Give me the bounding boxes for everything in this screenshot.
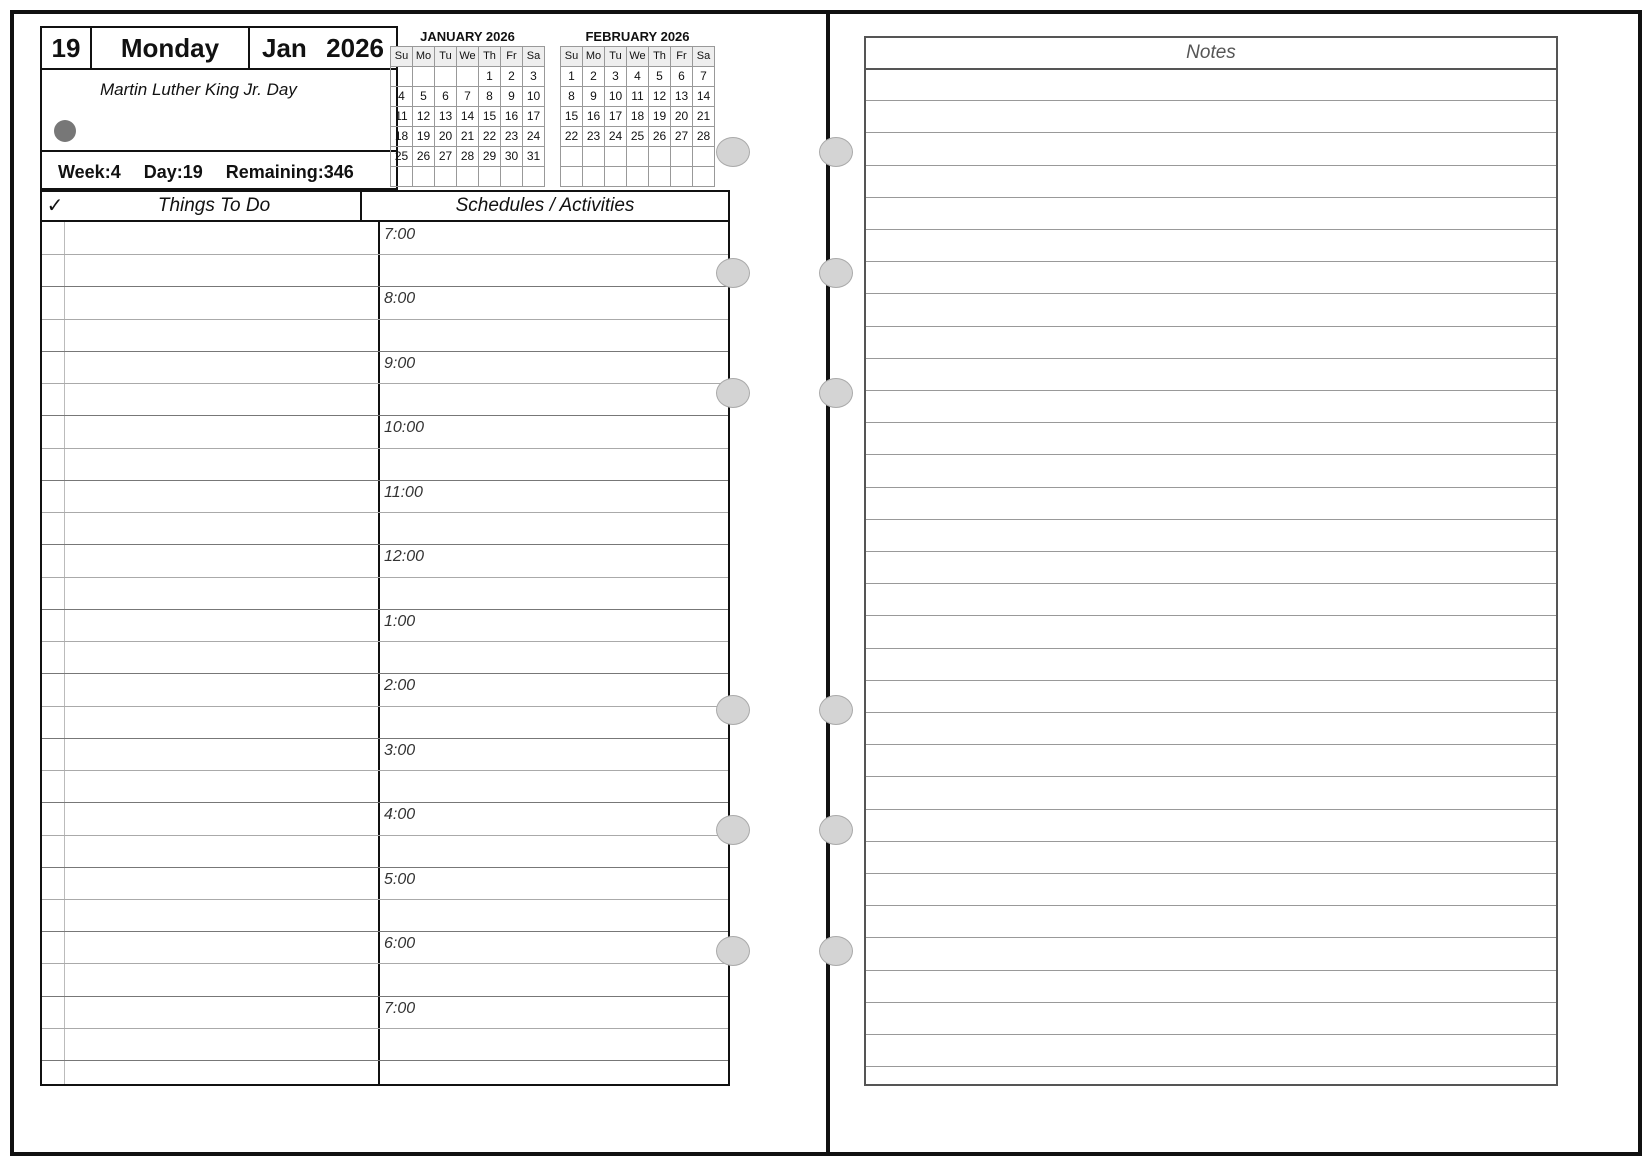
mini-calendar-date: 27 <box>671 127 693 147</box>
notes-rule-line <box>866 326 1556 327</box>
time-slot-label: 12:00 <box>384 548 425 566</box>
mini-calendar-date <box>649 167 671 187</box>
mini-calendar-date <box>561 167 583 187</box>
mini-calendar-date: 8 <box>479 87 501 107</box>
notes-rule-line <box>866 100 1556 101</box>
mini-calendar-date <box>479 167 501 187</box>
notes-rule-line <box>866 358 1556 359</box>
todo-column-header: Things To Do <box>68 192 362 220</box>
table-row-line <box>42 931 728 932</box>
notes-rule-line <box>866 454 1556 455</box>
notes-rule-line <box>866 390 1556 391</box>
binder-hole-icon <box>716 137 750 167</box>
table-row-line <box>42 706 728 707</box>
mini-calendar-date <box>583 167 605 187</box>
time-slot-label: 10:00 <box>384 419 425 437</box>
notes-rule-line <box>866 873 1556 874</box>
binder-hole-icon <box>819 258 853 288</box>
table-row-line <box>42 254 728 255</box>
mini-calendar-day-header: Mo <box>583 47 605 67</box>
mini-calendar-date: 26 <box>413 147 435 167</box>
mini-calendar-date: 7 <box>457 87 479 107</box>
mini-calendar-day-header: Tu <box>605 47 627 67</box>
table-row-line <box>42 835 728 836</box>
mini-calendar-date: 30 <box>501 147 523 167</box>
mini-calendar-date: 10 <box>523 87 545 107</box>
mini-calendar-date <box>457 67 479 87</box>
mini-calendar-date: 1 <box>479 67 501 87</box>
time-slot-label: 2:00 <box>384 677 416 695</box>
notes-rule-line <box>866 1066 1556 1067</box>
mini-calendar-date: 14 <box>457 107 479 127</box>
remaining-stat: Remaining:346 <box>225 162 354 182</box>
check-column-header: ✓ <box>46 195 64 217</box>
notes-rule-line <box>866 680 1556 681</box>
binder-hole-icon <box>716 695 750 725</box>
mini-calendar-date: 23 <box>583 127 605 147</box>
mini-calendar-day-header: Sa <box>523 47 545 67</box>
mini-calendar-date <box>627 147 649 167</box>
table-row-line <box>42 802 728 803</box>
mini-calendar-date: 14 <box>693 87 715 107</box>
time-slot-label: 4:00 <box>384 806 416 824</box>
mini-calendar-date <box>671 167 693 187</box>
table-row-line <box>42 609 728 610</box>
mini-calendar-january <box>390 28 545 187</box>
mini-calendar-date <box>605 147 627 167</box>
mini-calendar-date: 20 <box>671 107 693 127</box>
notes-rule-line <box>866 937 1556 938</box>
month-year <box>250 28 396 68</box>
mini-calendar-date: 24 <box>523 127 545 147</box>
mini-calendar-title: FEBRUARY 2026 <box>585 29 690 44</box>
time-slot-label: 7:00 <box>384 999 416 1017</box>
year-label: 2026 <box>326 32 384 63</box>
mini-calendar-date: 22 <box>561 127 583 147</box>
mini-calendar-date: 13 <box>671 87 693 107</box>
mini-calendar-date: 12 <box>413 107 435 127</box>
table-row-line <box>42 512 728 513</box>
mini-calendar-date: 3 <box>523 67 545 87</box>
weekday-name: Monday <box>92 28 250 68</box>
mini-calendar-date <box>693 147 715 167</box>
notes-rule-line <box>866 905 1556 906</box>
mini-calendar-day-header: Fr <box>671 47 693 67</box>
stats-divider <box>42 150 396 152</box>
mini-calendar-date <box>583 147 605 167</box>
mini-calendar-day-header: Fr <box>501 47 523 67</box>
bullet-dot-icon <box>54 120 76 142</box>
mini-calendar-day-header: We <box>457 47 479 67</box>
mini-calendar-date: 4 <box>391 87 413 107</box>
binder-hole-icon <box>819 815 853 845</box>
table-row-line <box>42 641 728 642</box>
mini-calendar-date: 9 <box>501 87 523 107</box>
notes-rule-line <box>866 165 1556 166</box>
mini-calendar-date: 3 <box>605 67 627 87</box>
mini-calendar-date: 15 <box>479 107 501 127</box>
notes-rule-line <box>866 841 1556 842</box>
notes-rule-line <box>866 712 1556 713</box>
mini-calendar-date: 17 <box>605 107 627 127</box>
mini-calendar-day-header: Su <box>561 47 583 67</box>
mini-calendar-date: 2 <box>583 67 605 87</box>
mini-calendar-date: 27 <box>435 147 457 167</box>
mini-calendar-date <box>561 147 583 167</box>
notes-rule-line <box>866 132 1556 133</box>
mini-calendar-date: 6 <box>671 67 693 87</box>
mini-calendar-date <box>391 167 413 187</box>
notes-rule-line <box>866 422 1556 423</box>
mini-calendar-day-header: Sa <box>693 47 715 67</box>
notes-rule-line <box>866 197 1556 198</box>
binder-hole-icon <box>819 378 853 408</box>
mini-calendar-date: 21 <box>693 107 715 127</box>
mini-calendar-date: 25 <box>391 147 413 167</box>
mini-calendar-date: 17 <box>523 107 545 127</box>
table-row-line <box>42 1028 728 1029</box>
table-row-line <box>42 770 728 771</box>
date-header <box>40 26 398 190</box>
time-slot-label: 8:00 <box>384 290 416 308</box>
mini-calendar-day-header: Mo <box>413 47 435 67</box>
table-header <box>40 190 730 222</box>
notes-rule-line <box>866 776 1556 777</box>
mini-calendar-date <box>605 167 627 187</box>
table-row-line <box>42 544 728 545</box>
mini-calendar-date: 26 <box>649 127 671 147</box>
mini-calendar-date <box>649 147 671 167</box>
notes-rule-line <box>866 519 1556 520</box>
notes-panel <box>864 36 1558 1086</box>
notes-rule-line <box>866 744 1556 745</box>
mini-calendar-day-header: Th <box>649 47 671 67</box>
holiday-label: Martin Luther King Jr. Day <box>100 80 297 99</box>
table-row-line <box>42 286 728 287</box>
notes-rule-line <box>866 615 1556 616</box>
mini-calendar-day-header: Tu <box>435 47 457 67</box>
notes-rule-line <box>866 970 1556 971</box>
mini-calendar-grid <box>560 46 715 187</box>
notes-title: Notes <box>866 38 1556 70</box>
mini-calendar-date: 28 <box>693 127 715 147</box>
mini-calendar-date: 24 <box>605 127 627 147</box>
mini-calendar-day-header: Su <box>391 47 413 67</box>
notes-rule-line <box>866 648 1556 649</box>
table-row-line <box>42 738 728 739</box>
mini-calendar-date <box>413 67 435 87</box>
mini-calendar-date: 19 <box>413 127 435 147</box>
mini-calendar-date <box>413 167 435 187</box>
mini-calendar-date <box>391 67 413 87</box>
notes-rule-line <box>866 551 1556 552</box>
mini-calendar-date <box>627 167 649 187</box>
schedule-column-header: Schedules / Activities <box>455 195 635 216</box>
notes-rule-line <box>866 487 1556 488</box>
mini-calendar-date: 25 <box>627 127 649 147</box>
time-slot-label: 3:00 <box>384 741 416 759</box>
table-row-line <box>42 480 728 481</box>
mini-calendar-date <box>457 167 479 187</box>
month-label: Jan <box>262 32 307 63</box>
time-slot-label: 5:00 <box>384 870 416 888</box>
mini-calendar-date: 15 <box>561 107 583 127</box>
notes-rule-line <box>866 809 1556 810</box>
table-row-line <box>42 383 728 384</box>
day-stat: Day:19 <box>143 162 203 182</box>
binder-hole-icon <box>819 137 853 167</box>
mini-calendar-date <box>523 167 545 187</box>
mini-calendar-day-header: Th <box>479 47 501 67</box>
mini-calendar-date: 19 <box>649 107 671 127</box>
binder-hole-icon <box>819 695 853 725</box>
mini-calendar-date: 28 <box>457 147 479 167</box>
mini-calendar-date: 12 <box>649 87 671 107</box>
week-stat: Week:4 <box>58 162 121 182</box>
table-row-line <box>42 351 728 352</box>
notes-rule-line <box>866 261 1556 262</box>
mini-calendar-date: 16 <box>501 107 523 127</box>
notes-rule-line <box>866 583 1556 584</box>
time-slot-label: 11:00 <box>384 483 423 501</box>
mini-calendar-date: 11 <box>391 107 413 127</box>
mini-calendar-date: 22 <box>479 127 501 147</box>
mini-calendar-grid <box>390 46 545 187</box>
mini-calendar-date: 16 <box>583 107 605 127</box>
mini-calendar-date: 8 <box>561 87 583 107</box>
notes-rule-line <box>866 229 1556 230</box>
mini-calendar-date: 21 <box>457 127 479 147</box>
time-slot-label: 9:00 <box>384 354 416 372</box>
mini-calendar-date <box>435 67 457 87</box>
mini-calendar-february <box>560 28 715 187</box>
time-slot-label: 7:00 <box>384 226 416 243</box>
day-number: 19 <box>42 28 92 68</box>
notes-rule-line <box>866 293 1556 294</box>
mini-calendar-date: 11 <box>627 87 649 107</box>
table-row-line <box>42 899 728 900</box>
table-row-line <box>42 448 728 449</box>
notes-rule-line <box>866 1034 1556 1035</box>
planner-table <box>40 222 730 1086</box>
mini-calendar-title: JANUARY 2026 <box>420 29 515 44</box>
mini-calendar-date: 6 <box>435 87 457 107</box>
mini-calendar-date <box>435 167 457 187</box>
binder-hole-icon <box>716 815 750 845</box>
table-row-line <box>42 963 728 964</box>
binder-hole-icon <box>716 936 750 966</box>
table-row-line <box>42 577 728 578</box>
mini-calendar-date <box>693 167 715 187</box>
mini-calendar-date: 10 <box>605 87 627 107</box>
binder-hole-icon <box>716 378 750 408</box>
mini-calendar-date: 18 <box>391 127 413 147</box>
mini-calendar-date: 20 <box>435 127 457 147</box>
table-row-line <box>42 1060 728 1061</box>
mini-calendar-date: 5 <box>413 87 435 107</box>
notes-rule-line <box>866 1002 1556 1003</box>
mini-calendar-date: 5 <box>649 67 671 87</box>
table-row-line <box>42 996 728 997</box>
table-row-line <box>42 867 728 868</box>
mini-calendar-date: 7 <box>693 67 715 87</box>
mini-calendar-date <box>501 167 523 187</box>
date-header-row <box>42 28 396 70</box>
time-slot-label: 6:00 <box>384 935 416 953</box>
binder-hole-icon <box>716 258 750 288</box>
table-row-line <box>42 319 728 320</box>
day-stats <box>58 162 372 183</box>
mini-calendar-date: 9 <box>583 87 605 107</box>
mini-calendar-date: 18 <box>627 107 649 127</box>
mini-calendar-date: 2 <box>501 67 523 87</box>
mini-calendar-date: 29 <box>479 147 501 167</box>
time-slot-label: 1:00 <box>384 612 416 630</box>
mini-calendar-date <box>671 147 693 167</box>
table-row-line <box>42 673 728 674</box>
mini-calendar-date: 1 <box>561 67 583 87</box>
mini-calendar-date: 23 <box>501 127 523 147</box>
binder-hole-icon <box>819 936 853 966</box>
mini-calendar-day-header: We <box>627 47 649 67</box>
table-row-line <box>42 415 728 416</box>
mini-calendar-date: 31 <box>523 147 545 167</box>
mini-calendar-date: 13 <box>435 107 457 127</box>
mini-calendar-date: 4 <box>627 67 649 87</box>
